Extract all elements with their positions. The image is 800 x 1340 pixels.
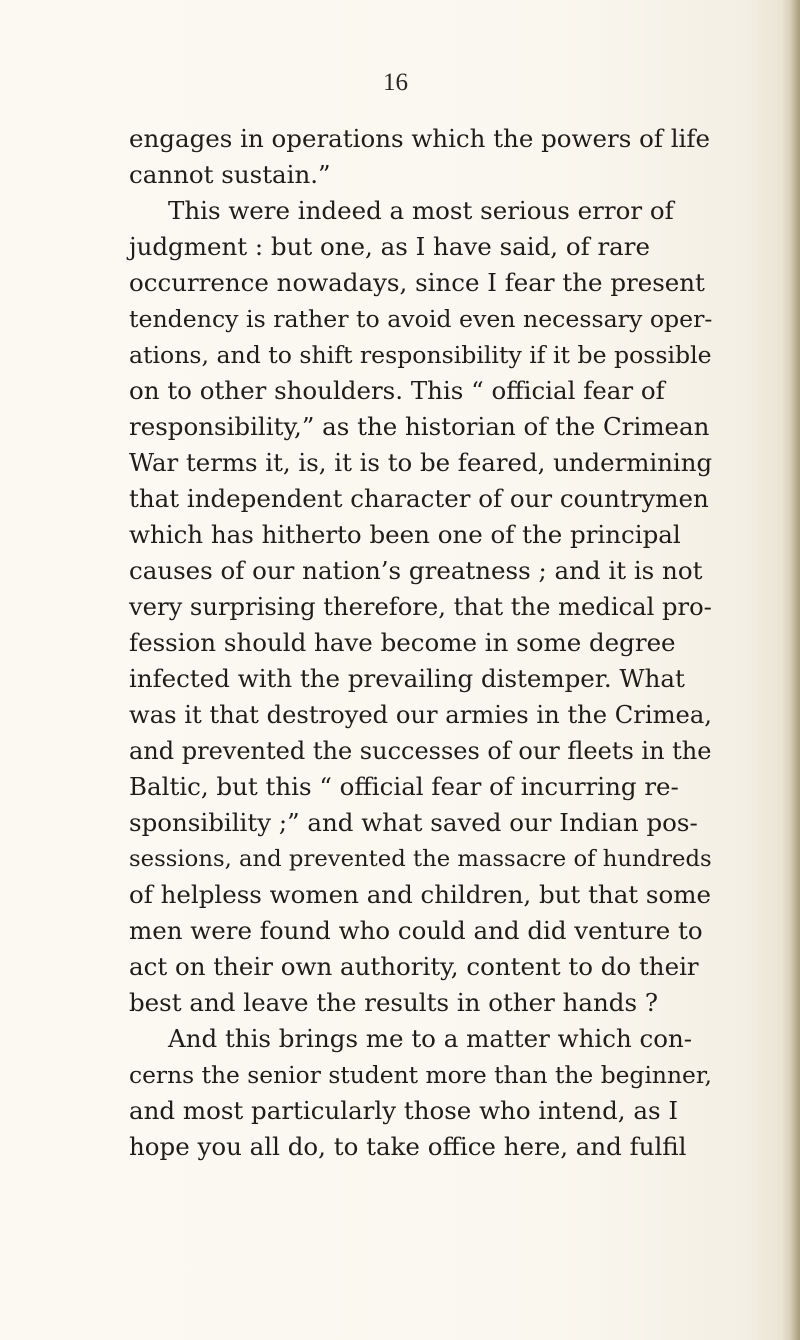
text-line: ations, and to shift responsibility if it be possible <box>129 341 712 369</box>
text-line: which has hitherto been one of the principal <box>129 520 681 549</box>
text-line: sponsibility ;” and what saved our Indian pos- <box>129 808 698 837</box>
text-line: judgment : but one, as I have said, of rare <box>129 232 650 261</box>
page-number: 16 <box>383 69 408 96</box>
text-line: causes of our nation’s greatness ; and it is not <box>129 556 703 585</box>
text-line: responsibility,” as the historian of the Crimean <box>129 412 710 441</box>
text-line: and prevented the successes of our fleets in the <box>129 737 712 765</box>
text-line: very surprising therefore, that the medical pro- <box>129 593 712 621</box>
text-line: act on their own authority, content to do their <box>129 952 699 981</box>
text-line: infected with the prevailing distemper. What <box>129 664 685 693</box>
text-line: hope you all do, to take office here, and fulfil <box>129 1132 687 1161</box>
text-line: on to other shoulders. This “ official fear of <box>129 376 665 405</box>
text-line: best and leave the results in other hands ? <box>129 988 658 1017</box>
text-line: occurrence nowadays, since I fear the present <box>129 268 705 297</box>
text-line: tendency is rather to avoid even necessary oper- <box>129 305 713 333</box>
paragraph-first-line: This were indeed a most serious error of <box>168 196 674 225</box>
text-line: Baltic, but this “ official fear of incurring re- <box>129 772 679 801</box>
text-line: and most particularly those who intend, as I <box>129 1096 679 1125</box>
text-line: fession should have become in some degree <box>129 628 676 657</box>
text-line: that independent character of our countrymen <box>129 484 709 513</box>
text-line: cannot sustain.” <box>129 160 331 189</box>
text-line: engages in operations which the powers of life <box>129 124 710 153</box>
text-line: cerns the senior student more than the beginner, <box>129 1061 712 1089</box>
text-line: War terms it, is, it is to be feared, undermining <box>129 448 713 477</box>
text-line: sessions, and prevented the massacre of hundreds <box>129 846 712 872</box>
text-line: of helpless women and children, but that some <box>129 880 711 909</box>
paragraph-first-line: And this brings me to a matter which con- <box>168 1024 693 1053</box>
text-line: was it that destroyed our armies in the Crimea, <box>129 701 713 729</box>
text-line: men were found who could and did venture to <box>129 916 703 945</box>
